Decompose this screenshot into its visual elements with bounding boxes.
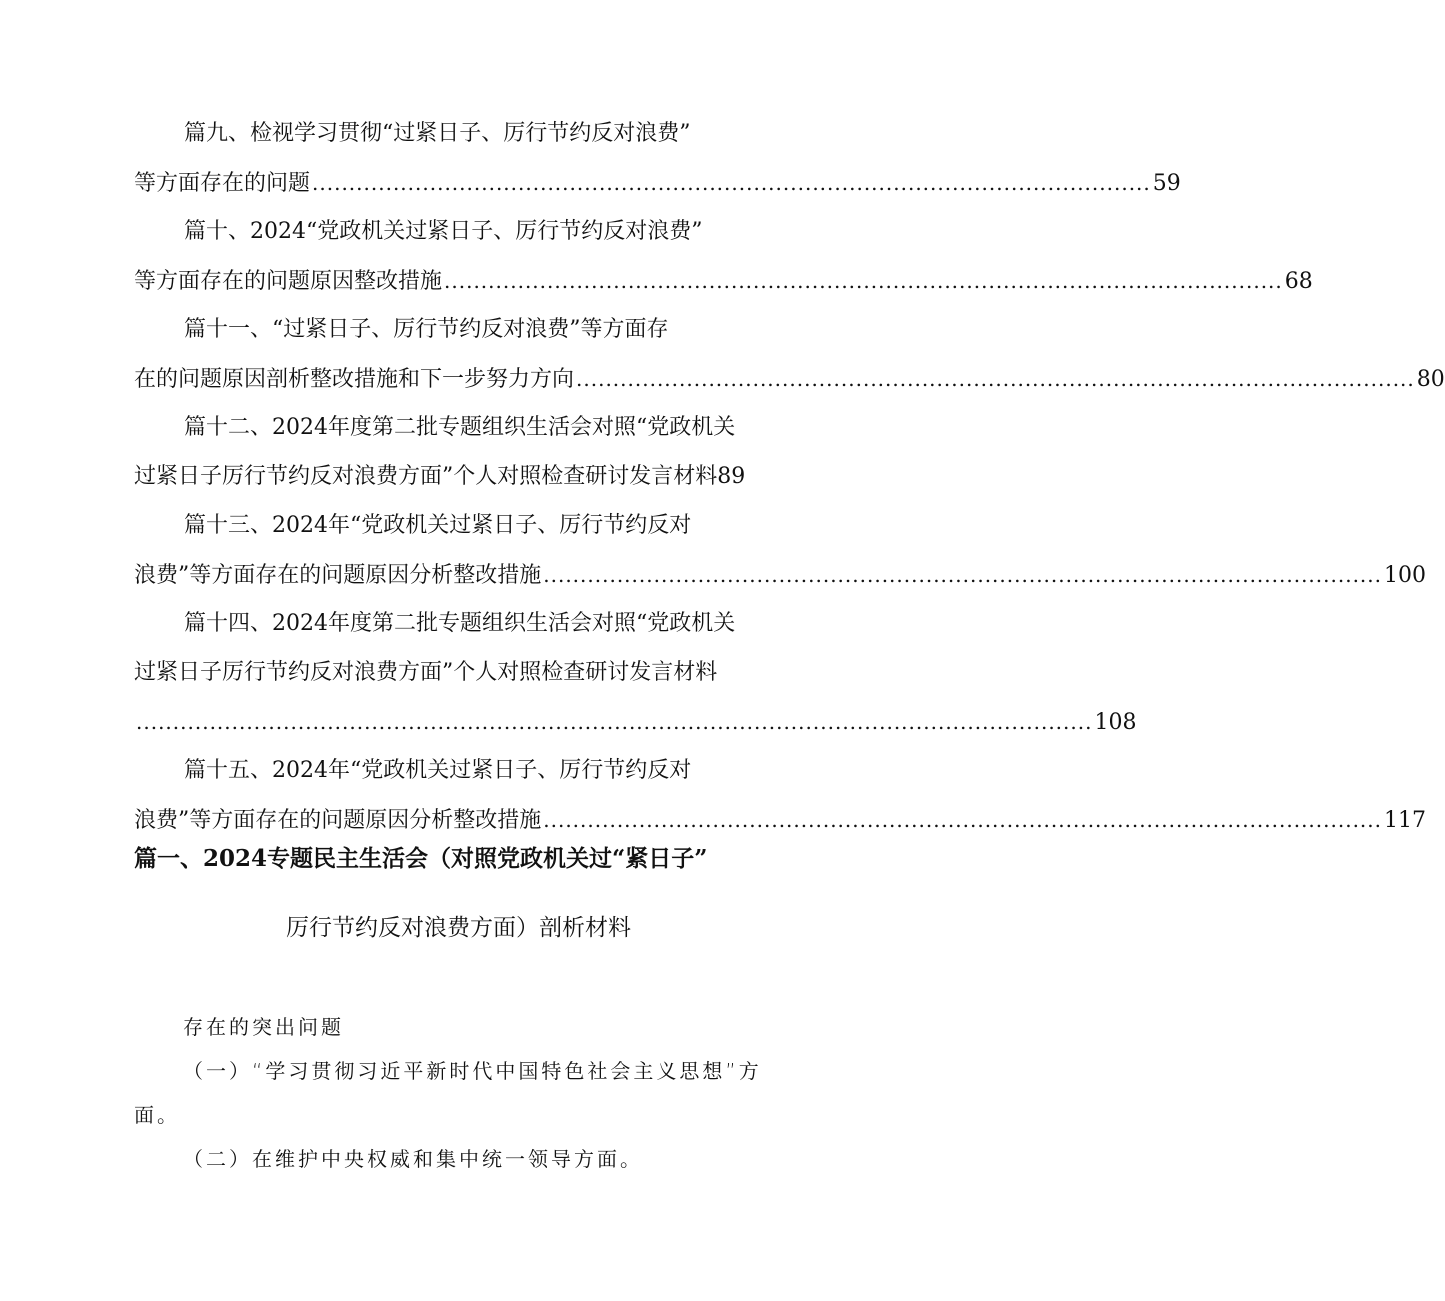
toc-entry-14-line2: 过紧日子厉行节约反对浪费方面”个人对照检查研讨发言材料 — [134, 660, 718, 685]
toc-leader-dots: .................................................................................................................. — [576, 367, 1415, 391]
toc-entry-12-line2[interactable]: 过紧日子厉行节约反对浪费方面”个人对照检查研讨发言材料89 — [134, 464, 746, 489]
toc-entry-11-line2[interactable] — [134, 362, 1445, 396]
toc-entry-15-page: 117 — [1384, 808, 1426, 833]
toc-entry-15-text: 浪费”等方面存在的问题原因分析整改措施 — [134, 808, 542, 833]
toc-leader-dots: .................................................................................................................. — [543, 808, 1382, 832]
item-1-line1: （一）“学习贯彻习近平新时代中国特色社会主义思想”方 — [183, 1059, 762, 1083]
article-title-line1: 篇一、2024专题民主生活会（对照党政机关过“紧日子” — [134, 845, 708, 872]
toc-entry-9-line2[interactable] — [134, 166, 1181, 200]
toc-entry-13-text: 浪费”等方面存在的问题原因分析整改措施 — [134, 563, 542, 588]
toc-leader-dots: .................................................................................................................. — [543, 563, 1382, 587]
toc-entry-12-line1: 篇十二、2024年度第二批专题组织生活会对照“党政机关 — [184, 415, 736, 440]
toc-entry-13-line1: 篇十三、2024年“党政机关过紧日子、厉行节约反对 — [184, 513, 692, 538]
toc-entry-10-line1: 篇十、2024“党政机关过紧日子、厉行节约反对浪费” — [184, 219, 703, 244]
toc-entry-9-page: 59 — [1152, 171, 1181, 196]
toc-entry-14-line1: 篇十四、2024年度第二批专题组织生活会对照“党政机关 — [184, 611, 736, 636]
toc-entry-15-line2[interactable] — [134, 803, 1426, 837]
toc-entry-14-page: 108 — [1094, 710, 1137, 735]
toc-entry-9-line1: 篇九、检视学习贯彻“过紧日子、厉行节约反对浪费” — [184, 121, 691, 146]
toc-entry-10-text: 等方面存在的问题原因整改措施 — [134, 269, 443, 294]
toc-entry-13-page: 100 — [1384, 563, 1426, 588]
toc-entry-11-line1: 篇十一、“过紧日子、厉行节约反对浪费”等方面存 — [184, 317, 669, 342]
toc-entry-9-text: 等方面存在的问题 — [134, 171, 311, 196]
toc-leader-dots: .................................................................................................................. — [312, 171, 1151, 195]
section-heading: 存在的突出问题 — [183, 1015, 344, 1039]
toc-entry-11-page: 80 — [1416, 367, 1445, 392]
toc-leader-dots: .................................................................................................................................. — [136, 710, 1093, 734]
toc-leader-dots: .................................................................................................................. — [444, 269, 1283, 293]
toc-entry-15-line1: 篇十五、2024年“党政机关过紧日子、厉行节约反对 — [184, 758, 692, 783]
toc-entry-11-text: 在的问题原因剖析整改措施和下一步努力方向 — [134, 367, 575, 392]
toc-entry-10-page: 68 — [1284, 269, 1313, 294]
toc-entry-14-line3[interactable] — [134, 705, 1137, 739]
item-1-line2: 面。 — [134, 1103, 180, 1127]
item-2: （二）在维护中央权威和集中统一领导方面。 — [183, 1147, 643, 1171]
toc-entry-13-line2[interactable] — [134, 558, 1426, 592]
article-title-line2: 厉行节约反对浪费方面）剖析材料 — [286, 915, 631, 941]
toc-entry-10-line2[interactable] — [134, 264, 1313, 298]
